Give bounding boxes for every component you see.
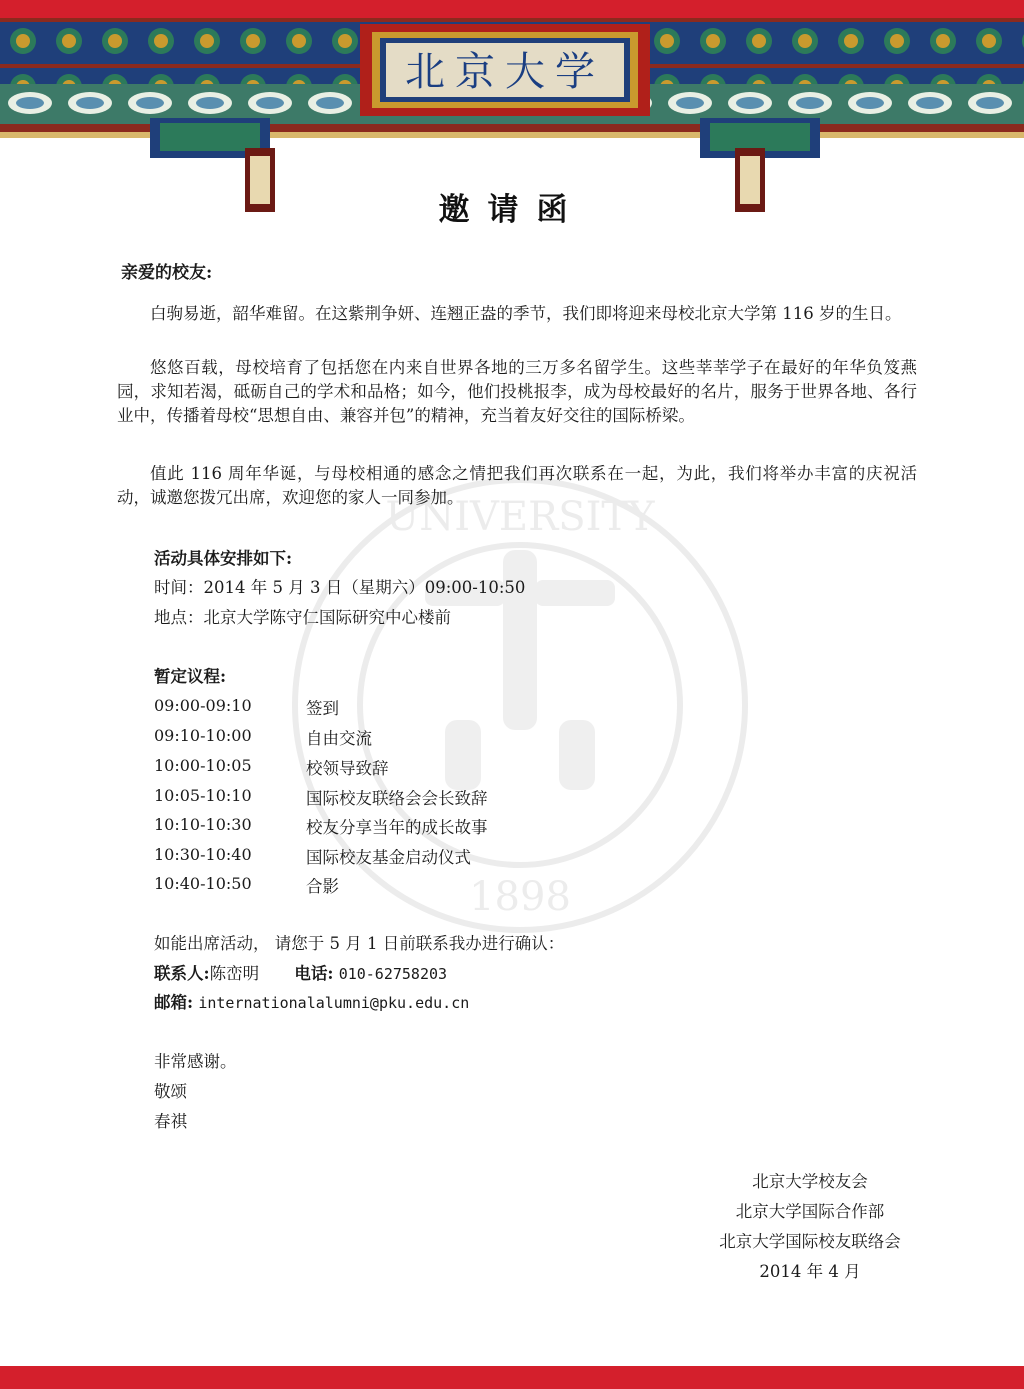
- agenda-heading: 暂定议程:: [154, 667, 227, 686]
- closing-thanks: 非常感谢。: [154, 1052, 237, 1071]
- schedule-place: 地点：北京大学陈守仁国际研究中心楼前: [154, 608, 451, 627]
- invitation-title: 邀请函: [438, 192, 586, 228]
- agenda-time: 10:10-10:30: [154, 815, 252, 834]
- phone-number: 010-62758203: [338, 965, 448, 983]
- university-seal-watermark: [285, 470, 755, 940]
- agenda-time: 10:00-10:05: [154, 756, 252, 775]
- agenda-time: 09:00-09:10: [154, 696, 252, 715]
- contact-label: 联系人:: [154, 964, 210, 983]
- svg-text:1898: 1898: [469, 874, 571, 920]
- greeting: 亲爱的校友:: [121, 263, 213, 283]
- schedule-time: 时间：2014 年 5 月 3 日（星期六）09:00-10:50: [154, 578, 526, 597]
- agenda-item: 签到: [306, 699, 339, 718]
- agenda-time: 10:30-10:40: [154, 845, 252, 864]
- plaque-text: 北京大学: [405, 49, 605, 95]
- agenda-time: 10:05-10:10: [154, 786, 252, 805]
- agenda-time: 09:10-10:00: [154, 726, 252, 745]
- email-label: 邮箱:: [154, 993, 194, 1012]
- bottom-red-bar: [0, 1366, 1024, 1389]
- agenda-item: 校友分享当年的成长故事: [306, 818, 488, 837]
- paragraph-3: 值此 116 周年华诞，与母校相通的感念之情把我们再次联系在一起，为此，我们将举办丰富的庆祝活动，诚邀您拨冗出席，欢迎您的家人一同参加。: [117, 464, 917, 507]
- contact-line: [154, 962, 447, 986]
- signature-date: 2014 年 4 月: [759, 1262, 861, 1281]
- email-address: internationalalumni@pku.edu.cn: [198, 994, 470, 1012]
- signature-line: 北京大学国际校友联络会: [719, 1232, 901, 1251]
- agenda-item: 自由交流: [306, 729, 372, 748]
- rsvp-note: 如能出席活动， 请您于 5 月 1 日前联系我办进行确认：: [154, 934, 565, 953]
- schedule-heading: 活动具体安排如下:: [154, 549, 293, 568]
- svg-text:UNIVERSITY: UNIVERSITY: [385, 494, 655, 540]
- closing-regards-2: 春祺: [154, 1112, 187, 1131]
- phone-label: 电话:: [294, 964, 334, 983]
- signature-line: 北京大学国际合作部: [735, 1202, 885, 1221]
- agenda-item: 国际校友基金启动仪式: [306, 848, 471, 867]
- contact-name: 陈峦明: [209, 964, 260, 983]
- paragraph-2: 悠悠百载，母校培育了包括您在内来自世界各地的三万多名留学生。这些莘莘学子在最好的年华负笈燕园，求知若渴，砥砺自己的学术和品格；如今，他们投桃报李，成为母校最好的名片，服务于世界各地、各行业中，传播着母校“思想自由、兼容并包”的精神，充当着友好交往的国际桥梁。: [117, 358, 917, 425]
- closing-regards-1: 敬颂: [154, 1082, 187, 1101]
- top-red-bar: [0, 0, 1024, 18]
- agenda-time: 10:40-10:50: [154, 874, 252, 893]
- signature-line: 北京大学校友会: [752, 1172, 868, 1191]
- agenda-item: 校领导致辞: [306, 759, 389, 778]
- paragraph-1: 白驹易逝，韶华难留。在这紫荆争妍、连翘正盎的季节，我们即将迎来母校北京大学第 116 岁的生日。: [150, 304, 902, 323]
- agenda-item: 合影: [306, 877, 339, 896]
- agenda-item: 国际校友联络会会长致辞: [306, 789, 488, 808]
- email-line: [154, 991, 469, 1015]
